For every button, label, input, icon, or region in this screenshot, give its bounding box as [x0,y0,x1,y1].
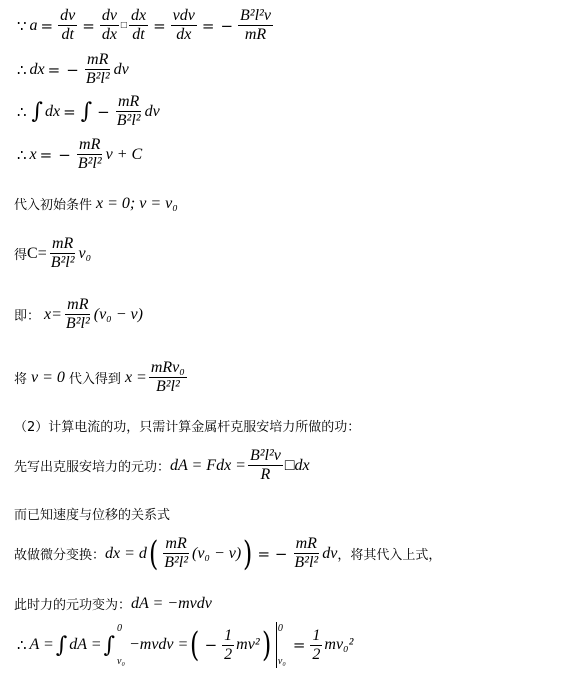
therefore-symbol: ∴ [17,636,27,654]
because-symbol: ∵ [17,16,27,35]
numerator: mR [51,235,74,252]
minus-sign: − [58,145,71,164]
equation-acceleration [14,8,275,43]
upper-limit: 0 [117,623,123,634]
denominator: 2 [312,645,321,663]
numerator: 1 [224,626,233,644]
numerator: dv [101,7,117,24]
evaluation-limits [278,623,286,667]
lhs: A = [29,636,54,653]
inner: (v₀ − v) [192,544,242,562]
lhs: dx [29,60,45,78]
minus-sign: − [66,60,79,79]
numerator: mR [67,296,89,313]
tail: dv [113,60,129,78]
da: dA = [69,636,102,653]
fraction-force [238,8,273,43]
numerator: B²l²v [249,447,281,464]
denominator: B²l² [85,70,110,87]
equals-sign: = [82,16,95,35]
differential-transform-line [14,533,442,574]
tail: dv [322,544,338,562]
equation-integral [14,94,160,129]
equals-sign: = [201,16,215,35]
fraction-half [222,628,234,663]
numerator: mR [295,535,317,552]
denominator: mR [244,26,267,43]
expr: dA = −mvdv [131,594,212,612]
integral-limits [117,623,125,667]
left-paren: ( [190,625,200,665]
denominator: dx [101,26,117,43]
tail: (v₀ − v) [93,305,143,323]
lower-limit: v₀ [277,656,286,667]
denominator: B²l² [65,315,90,332]
numerator: mRv₀ [150,359,185,376]
fraction [292,536,320,571]
numerator: mR [117,93,140,110]
lhs: C= [27,244,47,262]
equation-x [14,137,142,172]
numerator: vdv [172,7,195,24]
numerator: mR [87,51,109,68]
fraction-dx-dt [129,8,148,43]
result: mv₀² [324,636,354,653]
tail: □dx [284,456,310,474]
therefore-symbol: ∴ [17,60,27,79]
denominator: B²l² [155,378,180,395]
equals-sign: = [39,145,53,164]
placeholder-box: □ [120,20,127,31]
equals-sign: = [153,16,166,35]
integrand: −mvdv = [128,636,189,653]
equals-sign: = [63,102,76,121]
lhs: dx = d [105,544,147,562]
denominator: B²l² [50,254,75,271]
right-paren: ) [243,533,253,574]
lhs: x= [44,305,62,323]
fraction [84,52,112,87]
text: 代入初始条件 [14,198,93,213]
numerator: 1 [312,626,321,644]
upper-limit: 0 [277,623,283,634]
fraction [49,236,77,271]
numerator: dx [130,7,147,24]
denominator: dt [132,26,145,43]
left-paren: ( [148,533,159,574]
var-a: a [29,16,38,34]
fraction [115,94,143,129]
fraction-dv-dx [100,8,119,43]
equals-sign: = [47,60,61,79]
integral-sign: ∫ [31,99,44,124]
fraction [149,360,187,395]
minus-sign: − [97,102,110,121]
fraction-vdv-dx [171,8,197,43]
fraction [248,448,283,483]
denominator: B²l² [116,112,141,129]
denominator: dt [61,26,74,43]
text: 得 [14,248,28,263]
numerator: mR [165,535,187,552]
tail: dv [144,102,160,120]
minus-sign: − [204,636,218,654]
therefore-symbol: ∴ [17,102,27,121]
denominator: dx [176,26,192,43]
fraction-half [310,628,322,663]
text: ，将其代入上式， [337,548,442,563]
result-x-line [14,297,143,332]
evaluation-bar [276,622,277,668]
right-paren: ) [261,625,271,665]
integral-sign: ∫ [80,99,93,124]
element-work-line [14,448,310,483]
equation-dx [14,52,129,87]
text: 而已知速度与位移的关系式 [14,508,171,523]
fraction [76,137,104,172]
text: 此时力的元功变为： [14,598,132,613]
numerator: dv [60,7,76,24]
text: 先写出克服安培力的元功： [14,460,171,475]
fraction-dv-dt [58,8,77,43]
equals-minus: = − [257,544,288,563]
text: （2）计算电流的功，只需计算金属杆克服安培力所做的功： [14,420,361,435]
integral-sign: ∫ [55,632,68,658]
text: 即： [14,309,41,324]
equals-sign: = [292,636,306,654]
fraction [64,297,92,332]
denominator: 2 [224,645,233,663]
element-work-result-line [14,594,212,613]
numerator: B²l²v [240,7,271,24]
numerator: mR [79,136,101,153]
text: 故做微分变换： [14,548,106,563]
tail: v + C [105,145,143,163]
lower-limit: v₀ [117,656,125,667]
denominator: B²l² [164,554,188,571]
condition: x = 0; v = v₀ [96,194,178,212]
integral-sign: ∫ [103,632,116,658]
denominator: B²l² [77,155,102,172]
therefore-symbol: ∴ [17,145,27,164]
lhs: x = [124,368,147,386]
lhs: dx [45,102,61,120]
condition: v = 0 [31,368,65,386]
mv2: mv² [236,636,260,653]
substitution-line [14,360,189,395]
expr: dA = Fdx = [170,456,246,474]
constant-line [14,236,91,271]
lhs: x [29,145,37,163]
denominator: R [260,466,271,483]
tail: v₀ [78,244,92,262]
equals-sign: = [40,16,54,35]
denominator: B²l² [294,554,319,571]
relation-line [14,504,170,523]
text: 代入得到 [68,372,121,387]
minus-sign: − [220,16,234,35]
text: 将 [14,372,28,387]
fraction [162,536,190,571]
section-2-heading [14,416,360,435]
final-work-line [14,622,353,668]
initial-condition-line [14,194,178,213]
